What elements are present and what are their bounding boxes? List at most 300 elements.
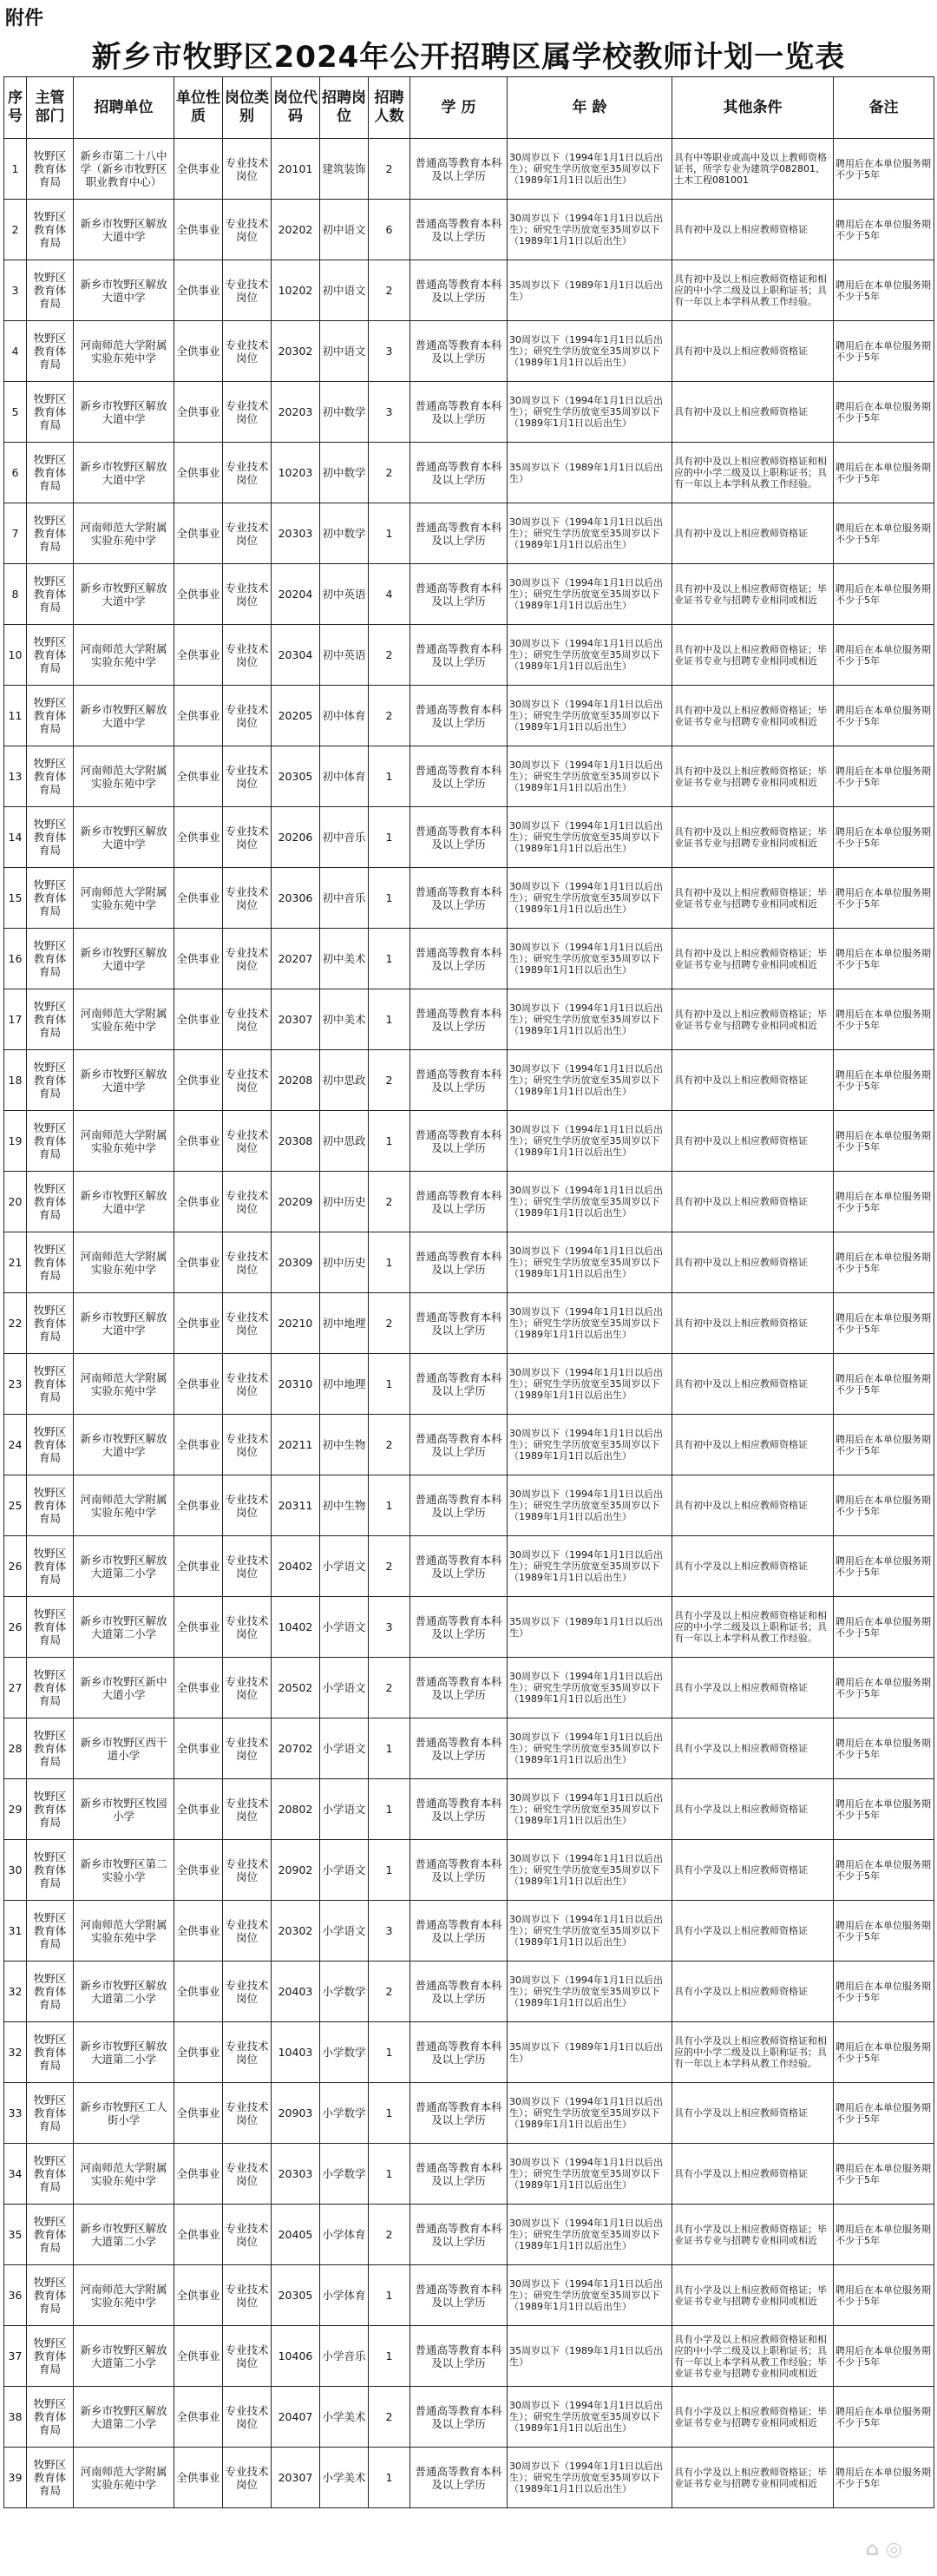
cell-seq: 16 — [4, 929, 27, 989]
cell-education: 普通高等教育本科及以上学历 — [410, 1172, 508, 1232]
cell-post: 小学数学 — [320, 2083, 369, 2144]
cell-other-conditions: 具有初中及以上相应教师资格证；毕业证书专业与招聘专业相同或相近 — [672, 625, 834, 686]
cell-education: 普通高等教育本科及以上学历 — [410, 1597, 508, 1658]
cell-education: 普通高等教育本科及以上学历 — [410, 2448, 508, 2508]
cell-department: 牧野区教育体育局 — [27, 1962, 74, 2022]
cell-post-category: 专业技术岗位 — [223, 1779, 272, 1840]
table-row — [4, 1901, 934, 1962]
cell-post-category: 专业技术岗位 — [223, 1658, 272, 1718]
cell-unit: 河南师范大学附属实验东苑中学 — [74, 321, 174, 382]
table-row — [4, 200, 934, 260]
cell-other-conditions: 具有小学及以上相应教师资格证和相应的中小学二级及以上职称证书；具有一年以上本学科从教工作经验；毕业证书专业与招聘专业相同或相近 — [672, 2326, 834, 2387]
cell-education: 普通高等教育本科及以上学历 — [410, 382, 508, 443]
cell-count: 2 — [369, 1415, 410, 1475]
cell-age: 30周岁以下（1994年1月1日以后出生）；研究生学历放宽至35周岁以下（1989年1月1日以后出生） — [508, 1050, 672, 1111]
cell-education: 普通高等教育本科及以上学历 — [410, 929, 508, 989]
cell-age: 30周岁以下（1994年1月1日以后出生）；研究生学历放宽至35周岁以下（1989年1月1日以后出生） — [508, 564, 672, 625]
cell-post-category: 专业技术岗位 — [223, 260, 272, 321]
cell-post-code: 20311 — [272, 1475, 320, 1536]
cell-education: 普通高等教育本科及以上学历 — [410, 1718, 508, 1779]
cell-post-category: 专业技术岗位 — [223, 1536, 272, 1597]
cell-age: 30周岁以下（1994年1月1日以后出生）；研究生学历放宽至35周岁以下（1989年1月1日以后出生） — [508, 1779, 672, 1840]
cell-education: 普通高等教育本科及以上学历 — [410, 868, 508, 929]
cell-post-code: 20202 — [272, 200, 320, 260]
table-row — [4, 1415, 934, 1475]
cell-post: 初中数学 — [320, 503, 369, 564]
table-row — [4, 1050, 934, 1111]
cell-remarks: 聘用后在本单位服务期不少于5年 — [834, 989, 934, 1050]
cell-post: 初中数学 — [320, 382, 369, 443]
header-post-code: 岗位代码 — [272, 77, 320, 139]
cell-unit-nature: 全供事业 — [174, 1840, 223, 1901]
cell-remarks: 聘用后在本单位服务期不少于5年 — [834, 1293, 934, 1354]
cell-other-conditions: 具有初中及以上相应教师资格证和相应的中小学二级及以上职称证书；具有一年以上本学科从教工作经验。 — [672, 443, 834, 503]
cell-other-conditions: 具有小学及以上相应教师资格证；毕业证书专业与招聘专业相同或相近 — [672, 2265, 834, 2326]
cell-age: 30周岁以下（1994年1月1日以后出生）；研究生学历放宽至35周岁以下（1989年1月1日以后出生） — [508, 929, 672, 989]
cell-unit: 河南师范大学附属实验东苑中学 — [74, 868, 174, 929]
cell-seq: 22 — [4, 1293, 27, 1354]
cell-post-category: 专业技术岗位 — [223, 989, 272, 1050]
cell-other-conditions: 具有初中及以上相应教师资格证 — [672, 1232, 834, 1293]
table-row — [4, 443, 934, 503]
cell-post: 初中数学 — [320, 443, 369, 503]
cell-unit: 河南师范大学附属实验东苑中学 — [74, 1354, 174, 1415]
cell-count: 2 — [369, 625, 410, 686]
cell-unit: 新乡市牧野区解放大道第二小学 — [74, 2326, 174, 2387]
cell-post-code: 20310 — [272, 1354, 320, 1415]
cell-department: 牧野区教育体育局 — [27, 1779, 74, 1840]
cell-age: 35周岁以下（1989年1月1日以后出生） — [508, 2022, 672, 2083]
cell-unit-nature: 全供事业 — [174, 1111, 223, 1172]
cell-post-code: 20303 — [272, 2144, 320, 2205]
cell-post-code: 20309 — [272, 1232, 320, 1293]
cell-department: 牧野区教育体育局 — [27, 807, 74, 868]
cell-count: 1 — [369, 2144, 410, 2205]
cell-age: 30周岁以下（1994年1月1日以后出生）；研究生学历放宽至35周岁以下（1989年1月1日以后出生） — [508, 989, 672, 1050]
cell-age: 30周岁以下（1994年1月1日以后出生）；研究生学历放宽至35周岁以下（1989年1月1日以后出生） — [508, 1901, 672, 1962]
cell-post-category: 专业技术岗位 — [223, 1901, 272, 1962]
cell-post-category: 专业技术岗位 — [223, 2326, 272, 2387]
header-post: 招聘岗位 — [320, 77, 369, 139]
cell-count: 3 — [369, 382, 410, 443]
cell-post-category: 专业技术岗位 — [223, 1232, 272, 1293]
cell-unit: 新乡市牧野区解放大道第二小学 — [74, 1597, 174, 1658]
cell-seq: 2 — [4, 200, 27, 260]
cell-other-conditions: 具有小学及以上相应教师资格证 — [672, 1962, 834, 2022]
cell-post: 初中历史 — [320, 1172, 369, 1232]
cell-post: 初中英语 — [320, 625, 369, 686]
cell-education: 普通高等教育本科及以上学历 — [410, 139, 508, 200]
cell-post: 初中英语 — [320, 564, 369, 625]
cell-department: 牧野区教育体育局 — [27, 1232, 74, 1293]
cell-unit-nature: 全供事业 — [174, 260, 223, 321]
cell-remarks: 聘用后在本单位服务期不少于5年 — [834, 382, 934, 443]
cell-post-code: 20307 — [272, 2448, 320, 2508]
cell-seq: 1 — [4, 139, 27, 200]
table-row — [4, 1840, 934, 1901]
cell-remarks: 聘用后在本单位服务期不少于5年 — [834, 321, 934, 382]
cell-post: 初中美术 — [320, 929, 369, 989]
cell-unit: 新乡市牧野区解放大道第二小学 — [74, 2205, 174, 2265]
cell-department: 牧野区教育体育局 — [27, 989, 74, 1050]
cell-post-code: 20402 — [272, 1536, 320, 1597]
header-unit-nature: 单位性质 — [174, 77, 223, 139]
cell-other-conditions: 具有初中及以上相应教师资格证 — [672, 321, 834, 382]
cell-unit-nature: 全供事业 — [174, 2387, 223, 2448]
cell-seq: 26 — [4, 1597, 27, 1658]
cell-count: 1 — [369, 1475, 410, 1536]
cell-seq: 7 — [4, 503, 27, 564]
cell-unit: 新乡市牧野区第二实验小学 — [74, 1840, 174, 1901]
cell-department: 牧野区教育体育局 — [27, 868, 74, 929]
cell-post-category: 专业技术岗位 — [223, 1111, 272, 1172]
cell-seq: 35 — [4, 2205, 27, 2265]
cell-other-conditions: 具有小学及以上相应教师资格证；毕业证书专业与招聘专业相同或相近 — [672, 2387, 834, 2448]
cell-age: 30周岁以下（1994年1月1日以后出生）；研究生学历放宽至35周岁以下（1989年1月1日以后出生） — [508, 1840, 672, 1901]
cell-age: 35周岁以下（1989年1月1日以后出生） — [508, 1597, 672, 1658]
cell-count: 1 — [369, 868, 410, 929]
cell-unit: 新乡市牧野区新中大道小学 — [74, 1658, 174, 1718]
cell-remarks: 聘用后在本单位服务期不少于5年 — [834, 139, 934, 200]
cell-remarks: 聘用后在本单位服务期不少于5年 — [834, 1415, 934, 1475]
cell-seq: 38 — [4, 2387, 27, 2448]
cell-seq: 39 — [4, 2448, 27, 2508]
cell-post: 小学美术 — [320, 2448, 369, 2508]
cell-post: 初中历史 — [320, 1232, 369, 1293]
cell-remarks: 聘用后在本单位服务期不少于5年 — [834, 1658, 934, 1718]
cell-unit-nature: 全供事业 — [174, 1962, 223, 2022]
cell-seq: 11 — [4, 686, 27, 746]
table-header-row — [4, 77, 934, 139]
cell-post-code: 20405 — [272, 2205, 320, 2265]
cell-unit: 新乡市牧野区西干道小学 — [74, 1718, 174, 1779]
cell-department: 牧野区教育体育局 — [27, 443, 74, 503]
cell-age: 30周岁以下（1994年1月1日以后出生）；研究生学历放宽至35周岁以下（1989年1月1日以后出生） — [508, 382, 672, 443]
cell-post-code: 20305 — [272, 2265, 320, 2326]
table-row — [4, 1172, 934, 1232]
cell-remarks: 聘用后在本单位服务期不少于5年 — [834, 2022, 934, 2083]
cell-post-category: 专业技术岗位 — [223, 1475, 272, 1536]
header-education: 学 历 — [410, 77, 508, 139]
cell-department: 牧野区教育体育局 — [27, 1901, 74, 1962]
cell-unit: 新乡市牧野区解放大道中学 — [74, 260, 174, 321]
cell-seq: 14 — [4, 807, 27, 868]
cell-post-category: 专业技术岗位 — [223, 868, 272, 929]
cell-seq: 28 — [4, 1718, 27, 1779]
cell-age: 30周岁以下（1994年1月1日以后出生）；研究生学历放宽至35周岁以下（1989年1月1日以后出生） — [508, 1172, 672, 1232]
cell-remarks: 聘用后在本单位服务期不少于5年 — [834, 868, 934, 929]
cell-count: 4 — [369, 564, 410, 625]
table-row — [4, 625, 934, 686]
cell-department: 牧野区教育体育局 — [27, 2144, 74, 2205]
cell-unit: 新乡市牧野区解放大道第二小学 — [74, 2022, 174, 2083]
cell-unit-nature: 全供事业 — [174, 321, 223, 382]
cell-other-conditions: 具有初中及以上相应教师资格证 — [672, 1050, 834, 1111]
cell-department: 牧野区教育体育局 — [27, 2205, 74, 2265]
cell-other-conditions: 具有中等职业或高中及以上教师资格证书，所学专业为建筑学082801、土木工程081001 — [672, 139, 834, 200]
cell-unit: 新乡市牧野区工人街小学 — [74, 2083, 174, 2144]
cell-post-category: 专业技术岗位 — [223, 2083, 272, 2144]
cell-other-conditions: 具有初中及以上相应教师资格证 — [672, 382, 834, 443]
cell-remarks: 聘用后在本单位服务期不少于5年 — [834, 929, 934, 989]
cell-post-code: 20902 — [272, 1840, 320, 1901]
cell-remarks: 聘用后在本单位服务期不少于5年 — [834, 443, 934, 503]
cell-unit-nature: 全供事业 — [174, 1232, 223, 1293]
cell-other-conditions: 具有初中及以上相应教师资格证 — [672, 200, 834, 260]
cell-post-category: 专业技术岗位 — [223, 1840, 272, 1901]
cell-unit-nature: 全供事业 — [174, 1901, 223, 1962]
table-row — [4, 929, 934, 989]
cell-department: 牧野区教育体育局 — [27, 382, 74, 443]
cell-department: 牧野区教育体育局 — [27, 200, 74, 260]
cell-unit-nature: 全供事业 — [174, 2083, 223, 2144]
cell-count: 2 — [369, 1658, 410, 1718]
cell-age: 35周岁以下（1989年1月1日以后出生） — [508, 2326, 672, 2387]
cell-department: 牧野区教育体育局 — [27, 2448, 74, 2508]
cell-seq: 13 — [4, 746, 27, 807]
cell-education: 普通高等教育本科及以上学历 — [410, 2144, 508, 2205]
cell-other-conditions: 具有小学及以上相应教师资格证 — [672, 1658, 834, 1718]
cell-post-code: 20306 — [272, 868, 320, 929]
cell-post-category: 专业技术岗位 — [223, 1415, 272, 1475]
cell-other-conditions: 具有小学及以上相应教师资格证 — [672, 1901, 834, 1962]
cell-unit-nature: 全供事业 — [174, 746, 223, 807]
cell-remarks: 聘用后在本单位服务期不少于5年 — [834, 807, 934, 868]
cell-unit-nature: 全供事业 — [174, 989, 223, 1050]
cell-post-category: 专业技术岗位 — [223, 2265, 272, 2326]
cell-post-category: 专业技术岗位 — [223, 1597, 272, 1658]
cell-remarks: 聘用后在本单位服务期不少于5年 — [834, 2387, 934, 2448]
cell-other-conditions: 具有初中及以上相应教师资格证；毕业证书专业与招聘专业相同或相近 — [672, 929, 834, 989]
cell-education: 普通高等教育本科及以上学历 — [410, 686, 508, 746]
cell-seq: 34 — [4, 2144, 27, 2205]
cell-post-code: 10403 — [272, 2022, 320, 2083]
cell-post-category: 专业技术岗位 — [223, 200, 272, 260]
cell-unit-nature: 全供事业 — [174, 1050, 223, 1111]
cell-post-code: 20303 — [272, 503, 320, 564]
cell-remarks: 聘用后在本单位服务期不少于5年 — [834, 2448, 934, 2508]
header-count: 招聘人数 — [369, 77, 410, 139]
cell-post: 小学数学 — [320, 1962, 369, 2022]
cell-count: 1 — [369, 1779, 410, 1840]
cell-post: 小学数学 — [320, 2144, 369, 2205]
cell-post-category: 专业技术岗位 — [223, 564, 272, 625]
table-row — [4, 1293, 934, 1354]
cell-post-code: 20302 — [272, 1901, 320, 1962]
cell-department: 牧野区教育体育局 — [27, 929, 74, 989]
cell-post: 初中生物 — [320, 1475, 369, 1536]
cell-department: 牧野区教育体育局 — [27, 686, 74, 746]
cell-post-code: 10406 — [272, 2326, 320, 2387]
cell-unit: 新乡市牧野区解放大道中学 — [74, 1415, 174, 1475]
cell-post: 初中音乐 — [320, 807, 369, 868]
cell-other-conditions: 具有小学及以上相应教师资格证 — [672, 1536, 834, 1597]
cell-education: 普通高等教育本科及以上学历 — [410, 321, 508, 382]
cell-education: 普通高等教育本科及以上学历 — [410, 2265, 508, 2326]
cell-department: 牧野区教育体育局 — [27, 321, 74, 382]
cell-post-code: 20205 — [272, 686, 320, 746]
cell-seq: 18 — [4, 1050, 27, 1111]
cell-age: 30周岁以下（1994年1月1日以后出生）；研究生学历放宽至35周岁以下（1989年1月1日以后出生） — [508, 1475, 672, 1536]
cell-post-code: 20305 — [272, 746, 320, 807]
cell-seq: 17 — [4, 989, 27, 1050]
header-other-conditions: 其他条件 — [672, 77, 834, 139]
cell-other-conditions: 具有小学及以上相应教师资格证 — [672, 1718, 834, 1779]
cell-post: 初中语文 — [320, 321, 369, 382]
cell-other-conditions: 具有初中及以上相应教师资格证 — [672, 1475, 834, 1536]
cell-seq: 6 — [4, 443, 27, 503]
cell-education: 普通高等教育本科及以上学历 — [410, 1658, 508, 1718]
cell-other-conditions: 具有初中及以上相应教师资格证和相应的中小学二级及以上职称证书；具有一年以上本学科从教工作经验。 — [672, 260, 834, 321]
cell-seq: 15 — [4, 868, 27, 929]
table-row — [4, 868, 934, 929]
cell-department: 牧野区教育体育局 — [27, 746, 74, 807]
cell-seq: 32 — [4, 2022, 27, 2083]
cell-department: 牧野区教育体育局 — [27, 1475, 74, 1536]
cell-post-category: 专业技术岗位 — [223, 1962, 272, 2022]
cell-post: 小学语文 — [320, 1779, 369, 1840]
cell-count: 6 — [369, 200, 410, 260]
cell-education: 普通高等教育本科及以上学历 — [410, 2083, 508, 2144]
cell-count: 2 — [369, 2387, 410, 2448]
cell-other-conditions: 具有小学及以上相应教师资格证 — [672, 2144, 834, 2205]
cell-department: 牧野区教育体育局 — [27, 503, 74, 564]
cell-post: 小学美术 — [320, 2387, 369, 2448]
cell-age: 30周岁以下（1994年1月1日以后出生）；研究生学历放宽至35周岁以下（1989年1月1日以后出生） — [508, 2144, 672, 2205]
cell-remarks: 聘用后在本单位服务期不少于5年 — [834, 1475, 934, 1536]
cell-unit-nature: 全供事业 — [174, 686, 223, 746]
cell-post-code: 20208 — [272, 1050, 320, 1111]
cell-age: 30周岁以下（1994年1月1日以后出生）；研究生学历放宽至35周岁以下（1989年1月1日以后出生） — [508, 2448, 672, 2508]
cell-unit: 新乡市牧野区解放大道中学 — [74, 1293, 174, 1354]
cell-other-conditions: 具有初中及以上相应教师资格证 — [672, 1354, 834, 1415]
cell-post-code: 20211 — [272, 1415, 320, 1475]
cell-post-code: 20502 — [272, 1658, 320, 1718]
cell-remarks: 聘用后在本单位服务期不少于5年 — [834, 2205, 934, 2265]
cell-post-category: 专业技术岗位 — [223, 2022, 272, 2083]
cell-unit: 河南师范大学附属实验东苑中学 — [74, 1111, 174, 1172]
cell-education: 普通高等教育本科及以上学历 — [410, 564, 508, 625]
cell-age: 30周岁以下（1994年1月1日以后出生）；研究生学历放宽至35周岁以下（1989年1月1日以后出生） — [508, 1536, 672, 1597]
table-row — [4, 746, 934, 807]
cell-other-conditions: 具有初中及以上相应教师资格证 — [672, 1172, 834, 1232]
cell-count: 1 — [369, 1354, 410, 1415]
cell-post-code: 20308 — [272, 1111, 320, 1172]
cell-seq: 30 — [4, 1840, 27, 1901]
cell-remarks: 聘用后在本单位服务期不少于5年 — [834, 2083, 934, 2144]
cell-post-category: 专业技术岗位 — [223, 2448, 272, 2508]
cell-education: 普通高等教育本科及以上学历 — [410, 260, 508, 321]
cell-post-code: 20407 — [272, 2387, 320, 2448]
table-row — [4, 1111, 934, 1172]
cell-post-code: 10202 — [272, 260, 320, 321]
table-row — [4, 1536, 934, 1597]
cell-unit: 河南师范大学附属实验东苑中学 — [74, 625, 174, 686]
cell-remarks: 聘用后在本单位服务期不少于5年 — [834, 503, 934, 564]
cell-unit: 新乡市牧野区解放大道中学 — [74, 443, 174, 503]
cell-post-code: 20802 — [272, 1779, 320, 1840]
cell-post: 小学语文 — [320, 1658, 369, 1718]
cell-post-code: 20206 — [272, 807, 320, 868]
cell-post-category: 专业技术岗位 — [223, 2205, 272, 2265]
cell-unit: 新乡市牧野区解放大道中学 — [74, 1172, 174, 1232]
cell-seq: 21 — [4, 1232, 27, 1293]
cell-remarks: 聘用后在本单位服务期不少于5年 — [834, 1050, 934, 1111]
cell-unit: 新乡市牧野区解放大道中学 — [74, 1050, 174, 1111]
cell-education: 普通高等教育本科及以上学历 — [410, 1050, 508, 1111]
cell-other-conditions: 具有初中及以上相应教师资格证 — [672, 1111, 834, 1172]
cell-seq: 5 — [4, 382, 27, 443]
cell-other-conditions: 具有小学及以上相应教师资格证和相应的中小学二级及以上职称证书；具有一年以上本学科从教工作经验。 — [672, 1597, 834, 1658]
cell-post-code: 20302 — [272, 321, 320, 382]
cell-age: 30周岁以下（1994年1月1日以后出生）；研究生学历放宽至35周岁以下（1989年1月1日以后出生） — [508, 1354, 672, 1415]
cell-education: 普通高等教育本科及以上学历 — [410, 1293, 508, 1354]
cell-post-category: 专业技术岗位 — [223, 807, 272, 868]
table-row — [4, 2326, 934, 2387]
cell-unit: 河南师范大学附属实验东苑中学 — [74, 2448, 174, 2508]
header-seq: 序号 — [4, 77, 27, 139]
cell-other-conditions: 具有初中及以上相应教师资格证 — [672, 503, 834, 564]
cell-seq: 36 — [4, 2265, 27, 2326]
cell-age: 30周岁以下（1994年1月1日以后出生）；研究生学历放宽至35周岁以下（1989年1月1日以后出生） — [508, 2265, 672, 2326]
cell-post: 建筑装饰 — [320, 139, 369, 200]
cell-post: 小学音乐 — [320, 2326, 369, 2387]
table-row — [4, 1597, 934, 1658]
cell-department: 牧野区教育体育局 — [27, 1597, 74, 1658]
cell-count: 1 — [369, 503, 410, 564]
cell-post-code: 10402 — [272, 1597, 320, 1658]
cell-post: 初中思政 — [320, 1050, 369, 1111]
cell-remarks: 聘用后在本单位服务期不少于5年 — [834, 1779, 934, 1840]
table-row — [4, 1354, 934, 1415]
cell-unit-nature: 全供事业 — [174, 139, 223, 200]
cell-post: 小学语文 — [320, 1901, 369, 1962]
cell-education: 普通高等教育本科及以上学历 — [410, 2387, 508, 2448]
cell-other-conditions: 具有小学及以上相应教师资格证 — [672, 1840, 834, 1901]
cell-department: 牧野区教育体育局 — [27, 2265, 74, 2326]
cell-unit: 河南师范大学附属实验东苑中学 — [74, 1901, 174, 1962]
cell-unit: 新乡市牧野区解放大道中学 — [74, 929, 174, 989]
cell-post-category: 专业技术岗位 — [223, 625, 272, 686]
cell-post: 初中生物 — [320, 1415, 369, 1475]
cell-education: 普通高等教育本科及以上学历 — [410, 746, 508, 807]
cell-post-category: 专业技术岗位 — [223, 1293, 272, 1354]
cell-post: 初中体育 — [320, 746, 369, 807]
cell-post: 小学语文 — [320, 1840, 369, 1901]
cell-count: 1 — [369, 929, 410, 989]
cell-other-conditions: 具有小学及以上相应教师资格证和相应的中小学二级及以上职称证书；具有一年以上本学科从教工作经验。 — [672, 2022, 834, 2083]
cell-count: 1 — [369, 2265, 410, 2326]
cell-education: 普通高等教育本科及以上学历 — [410, 1354, 508, 1415]
cell-education: 普通高等教育本科及以上学历 — [410, 503, 508, 564]
header-age: 年 龄 — [508, 77, 672, 139]
cell-education: 普通高等教育本科及以上学历 — [410, 1840, 508, 1901]
cell-post: 初中体育 — [320, 686, 369, 746]
cell-age: 30周岁以下（1994年1月1日以后出生）；研究生学历放宽至35周岁以下（1989年1月1日以后出生） — [508, 1293, 672, 1354]
cell-unit-nature: 全供事业 — [174, 868, 223, 929]
cell-count: 1 — [369, 989, 410, 1050]
cell-post-code: 20403 — [272, 1962, 320, 2022]
cell-education: 普通高等教育本科及以上学历 — [410, 989, 508, 1050]
cell-remarks: 聘用后在本单位服务期不少于5年 — [834, 1718, 934, 1779]
cell-remarks: 聘用后在本单位服务期不少于5年 — [834, 1172, 934, 1232]
cell-post-category: 专业技术岗位 — [223, 686, 272, 746]
cell-post-code: 20903 — [272, 2083, 320, 2144]
cell-department: 牧野区教育体育局 — [27, 1718, 74, 1779]
cell-other-conditions: 具有初中及以上相应教师资格证 — [672, 1293, 834, 1354]
cell-unit: 河南师范大学附属实验东苑中学 — [74, 2265, 174, 2326]
cell-post: 初中语文 — [320, 200, 369, 260]
